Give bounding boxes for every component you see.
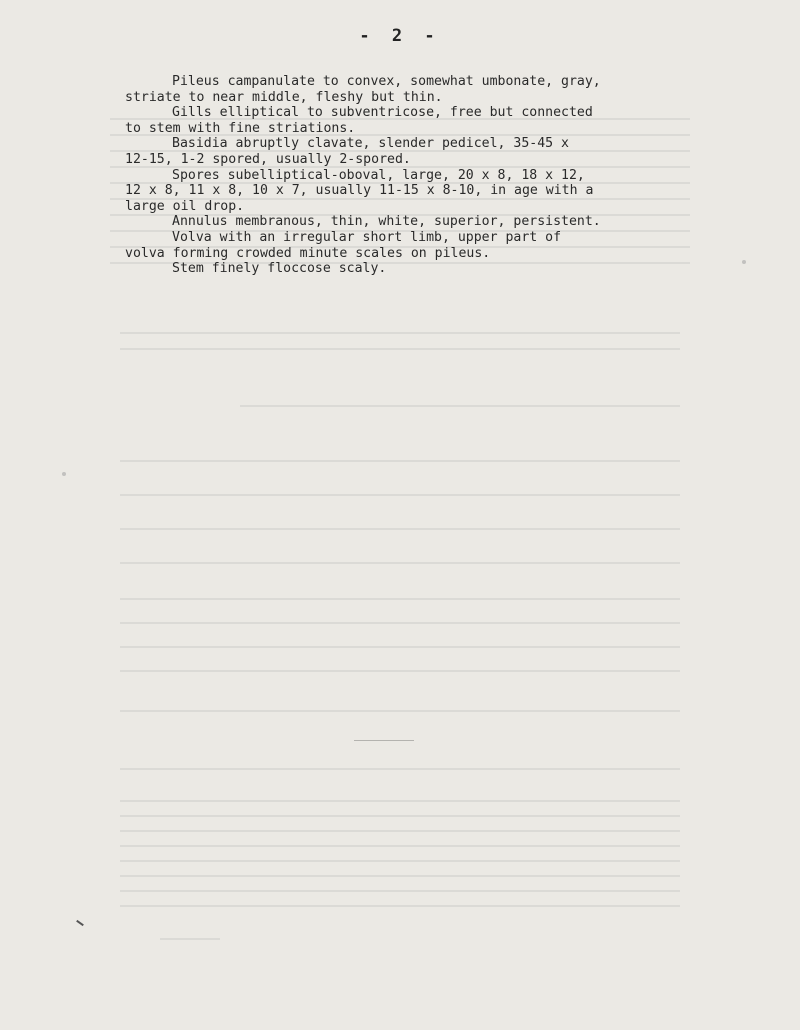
paragraph-line: striate to near middle, fleshy but thin. [125,89,443,105]
description-text [125,74,700,277]
paper-speck [742,260,746,264]
paragraph-line: volva forming crowded minute scales on pileus. [125,245,491,261]
paragraph-line: to stem with fine striations. [125,120,356,136]
paragraph-line: Spores subelliptical-oboval, large, 20 x 8, 18 x 12, [172,167,585,183]
paragraph-line: Volva with an irregular short limb, upper part of [172,229,562,245]
paragraph-line: Gills elliptical to subventricose, free but connected [172,105,593,121]
paragraph-line: Stem finely floccose scaly. [172,261,387,277]
paragraph-line: 12-15, 1-2 spored, usually 2-spored. [125,151,411,167]
page-number: - 2 - [359,26,441,46]
paragraph-line: 12 x 8, 11 x 8, 10 x 7, usually 11-15 x 8-10, in age with a [125,183,594,199]
paper-speck [62,472,66,476]
paragraph-line: large oil drop. [125,198,245,214]
paragraph-line: Annulus membranous, thin, white, superior, persistent. [172,214,601,230]
paragraph-line: Basidia abruptly clavate, slender pedicel, 35-45 x [172,136,569,152]
paragraph-line: Pileus campanulate to convex, somewhat umbonate, gray, [172,74,601,89]
